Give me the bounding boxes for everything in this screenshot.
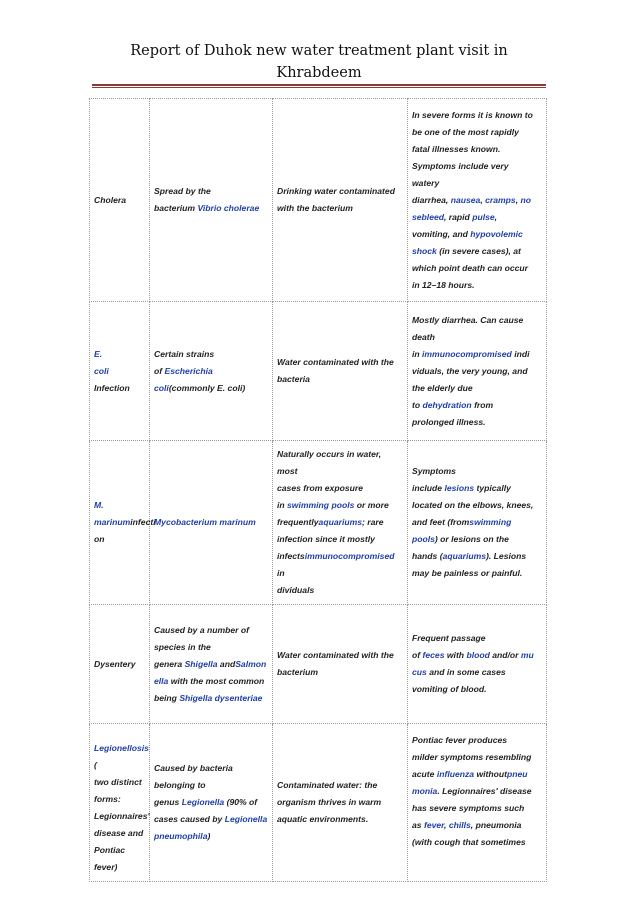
hyperlink-text[interactable]: coli <box>154 382 169 393</box>
hyperlink-text[interactable]: monia <box>412 786 438 796</box>
cell-text: ) <box>207 831 211 841</box>
cell-text: the elderly due <box>412 382 473 393</box>
cell-text: in <box>412 348 423 359</box>
symptoms-cell <box>408 605 547 724</box>
hyperlink-text[interactable]: coli <box>94 365 109 376</box>
cell-text: being <box>154 692 180 703</box>
cell-text: ) or lesions on the <box>434 534 509 544</box>
cell-text: fatal illnesses known. <box>412 143 501 154</box>
cell-text: Pontiac fever produces <box>412 735 508 745</box>
cell-text: cases from exposure <box>277 483 363 493</box>
cell-text: in 12–18 hours. <box>412 279 475 290</box>
cell-text: indi <box>511 348 530 359</box>
symptoms-cell <box>408 441 547 605</box>
hyperlink-text[interactable]: Vibrio cholerae <box>197 203 260 213</box>
hyperlink-text[interactable]: immunocompromised <box>304 551 395 561</box>
hyperlink-text[interactable]: Shigella dysenteriae <box>179 692 263 703</box>
cell-text: acute <box>412 769 437 779</box>
cell-text: death <box>412 331 435 342</box>
cell-text: infection since it mostly <box>277 534 375 544</box>
cell-text: bacterium <box>154 203 198 213</box>
disease-name-cell <box>90 605 150 724</box>
causative-agent-cell <box>150 724 273 882</box>
cell-text: and in some cases <box>426 667 506 677</box>
cell-text: watery <box>412 177 440 188</box>
cell-text: from <box>471 399 494 410</box>
hyperlink-text[interactable]: Escherichia <box>164 365 213 376</box>
disease-name-cell <box>90 724 150 882</box>
cell-text: with the most common <box>168 675 265 686</box>
hyperlink-text[interactable]: sebleed <box>412 211 445 222</box>
hyperlink-text[interactable]: marinum <box>94 517 131 527</box>
cell-text: and/or <box>489 650 521 660</box>
hyperlink-text[interactable]: cus <box>412 667 427 677</box>
cell-text: viduals, the very young, and <box>412 365 528 376</box>
hyperlink-text[interactable]: pulse <box>472 211 495 222</box>
cell-text: in <box>277 568 285 578</box>
waterborne-disease-table <box>89 98 547 882</box>
cell-text: belonging to <box>154 780 206 790</box>
cell-text: cases caused by <box>154 814 225 824</box>
hyperlink-text[interactable]: pneu <box>507 769 528 779</box>
cell-text: Caused by a number of <box>154 624 250 635</box>
hyperlink-text[interactable]: Legionella <box>181 797 225 807</box>
hyperlink-text[interactable]: blood <box>466 650 490 660</box>
header-rule-thin <box>92 87 546 88</box>
cell-text: In severe forms it is known to <box>412 109 533 120</box>
cell-text: Legionnaires' <box>94 811 150 821</box>
cell-text: or more <box>354 500 389 510</box>
cell-text: hands ( <box>412 551 443 561</box>
cell-text: vomiting, and <box>412 228 471 239</box>
hyperlink-text[interactable]: Legionella <box>224 814 268 824</box>
cell-text: ). Lesions <box>486 551 527 561</box>
cell-text: infecti <box>130 517 156 527</box>
cell-text: dividuals <box>277 585 315 595</box>
cell-text: Certain strains <box>154 348 215 359</box>
cell-text: in <box>277 500 288 510</box>
hyperlink-text[interactable]: Shigella <box>184 658 218 669</box>
cell-text: genera <box>154 658 185 669</box>
hyperlink-text[interactable]: E. <box>94 348 103 359</box>
hyperlink-text[interactable]: cramps <box>485 194 516 205</box>
symptoms-cell <box>408 99 547 302</box>
cell-text: , <box>480 194 486 205</box>
cell-text: Spread by the <box>154 186 211 196</box>
cell-text: infects <box>277 551 305 561</box>
cell-text: Drinking water contaminated <box>277 186 395 196</box>
hyperlink-text[interactable]: swimming <box>469 517 512 527</box>
hyperlink-text[interactable]: Mycobacterium marinum <box>154 517 256 527</box>
source-cell <box>273 605 408 724</box>
symptoms-cell <box>408 302 547 441</box>
table-row <box>90 441 547 605</box>
hyperlink-text[interactable]: aquariums <box>442 551 487 561</box>
cell-text: (in severe cases), at <box>436 245 521 256</box>
cell-text: (commonly E. coli) <box>168 382 246 393</box>
hyperlink-text[interactable]: Legionellosis <box>94 743 149 753</box>
cell-text: , <box>515 194 521 205</box>
cell-text: of <box>154 365 165 376</box>
disease-name-cell <box>90 441 156 605</box>
causative-agent-cell <box>150 99 273 302</box>
causative-agent-cell <box>150 302 273 441</box>
page-header <box>92 40 546 84</box>
source-cell <box>273 99 408 302</box>
cell-text: prolonged illness. <box>412 416 486 427</box>
report-title-line-1: Report of Duhok new water treatment plant visit in <box>130 43 508 59</box>
cell-text: genus <box>154 797 182 807</box>
cell-text: Symptoms include very <box>412 160 509 171</box>
cell-text: disease and <box>94 828 144 838</box>
table-row <box>90 724 547 882</box>
cell-text: ( <box>94 760 97 770</box>
table-row <box>90 99 547 302</box>
cell-text: aquatic environments. <box>277 814 369 824</box>
cell-text: Contaminated water: the <box>277 780 378 790</box>
cell-text: vomiting of blood. <box>412 684 487 694</box>
cell-text: , <box>444 820 449 830</box>
hyperlink-text[interactable]: lesions <box>444 483 475 493</box>
hyperlink-text[interactable]: fever <box>423 820 445 830</box>
hyperlink-text[interactable]: mu <box>520 650 534 660</box>
cell-text: frequently <box>277 517 319 527</box>
cell-text: two distinct <box>94 777 142 787</box>
hyperlink-text[interactable]: no <box>520 194 531 205</box>
report-title-line-2: Khrabdeem <box>276 65 362 81</box>
cell-text: forms: <box>94 794 121 804</box>
cell-text: ; rare <box>362 517 384 527</box>
cell-text: has severe symptoms such <box>412 803 525 813</box>
hyperlink-text[interactable]: shock <box>412 245 437 256</box>
cell-text: Cholera <box>94 194 126 205</box>
cell-text: , pneumonia <box>470 820 522 830</box>
causative-agent-cell <box>150 605 273 724</box>
hyperlink-text[interactable]: feces <box>422 650 445 660</box>
hyperlink-text[interactable]: dehydration <box>422 399 472 410</box>
cell-text: and feet (from <box>412 517 470 527</box>
source-cell <box>273 724 408 882</box>
cell-text: of <box>412 650 423 660</box>
cell-text: to <box>412 399 423 410</box>
table-row <box>90 302 547 441</box>
hyperlink-text[interactable]: immunocompromised <box>422 348 512 359</box>
hyperlink-text[interactable]: hypovolemic <box>470 228 523 239</box>
cell-text: as <box>412 820 424 830</box>
cell-text: Infection <box>94 382 130 393</box>
source-cell <box>273 441 408 605</box>
hyperlink-text[interactable]: influenza <box>436 769 475 779</box>
disease-name-cell <box>90 99 150 302</box>
hyperlink-text[interactable]: aquariums <box>318 517 363 527</box>
cell-text: milder symptoms resembling <box>412 752 532 762</box>
cell-text: Symptoms <box>412 466 456 476</box>
cell-text: bacteria <box>277 374 310 384</box>
header-rule <box>92 84 546 86</box>
hyperlink-text[interactable]: pneumophila <box>154 831 208 841</box>
cell-text: which point death can occur <box>412 262 529 273</box>
cell-text: include <box>412 483 445 493</box>
cell-text: Water contaminated with the <box>277 357 394 367</box>
cell-text: may be painless or painful. <box>412 568 523 578</box>
cell-text: diarrhea, <box>412 194 451 205</box>
source-cell <box>273 302 408 441</box>
hyperlink-text[interactable]: swimming pools <box>287 500 355 510</box>
cell-text: bacterium <box>277 667 319 677</box>
hyperlink-text[interactable]: ella <box>154 675 169 686</box>
cell-text: Naturally occurs in water, most <box>277 449 382 476</box>
hyperlink-text[interactable]: chills <box>448 820 471 830</box>
cell-text: with <box>444 650 467 660</box>
cell-text: , rapid <box>444 211 473 222</box>
cell-text: (with cough that sometimes <box>412 837 526 847</box>
hyperlink-text[interactable]: pools <box>412 534 435 544</box>
cell-text: Mostly diarrhea. Can cause <box>412 314 524 325</box>
causative-agent-cell <box>150 441 273 605</box>
cell-text: Pontiac fever) <box>94 845 126 872</box>
cell-text: Water contaminated with the <box>277 650 394 660</box>
cell-text: (90% of <box>224 797 258 807</box>
cell-text: and <box>217 658 236 669</box>
symptoms-cell <box>408 724 547 882</box>
cell-text: on <box>94 534 105 544</box>
hyperlink-text[interactable]: M. <box>94 500 104 510</box>
cell-text: . Legionnaires' disease <box>437 786 532 796</box>
cell-text: Caused by bacteria <box>154 763 233 773</box>
cell-text: be one of the most rapidly <box>412 126 519 137</box>
hyperlink-text[interactable]: nausea <box>450 194 481 205</box>
cell-text: , <box>494 211 498 222</box>
cell-text: species in the <box>154 641 211 652</box>
cell-text: with the bacterium <box>277 203 353 213</box>
cell-text: organism thrives in warm <box>277 797 382 807</box>
table-row <box>90 605 547 724</box>
disease-name-cell <box>90 302 150 441</box>
hyperlink-text[interactable]: Salmon <box>235 658 267 669</box>
cell-text: typically <box>474 483 511 493</box>
cell-text: located on the elbows, knees, <box>412 500 534 510</box>
cell-text: Frequent passage <box>412 633 486 643</box>
cell-text: Dysentery <box>94 658 136 669</box>
cell-text: without <box>474 769 508 779</box>
